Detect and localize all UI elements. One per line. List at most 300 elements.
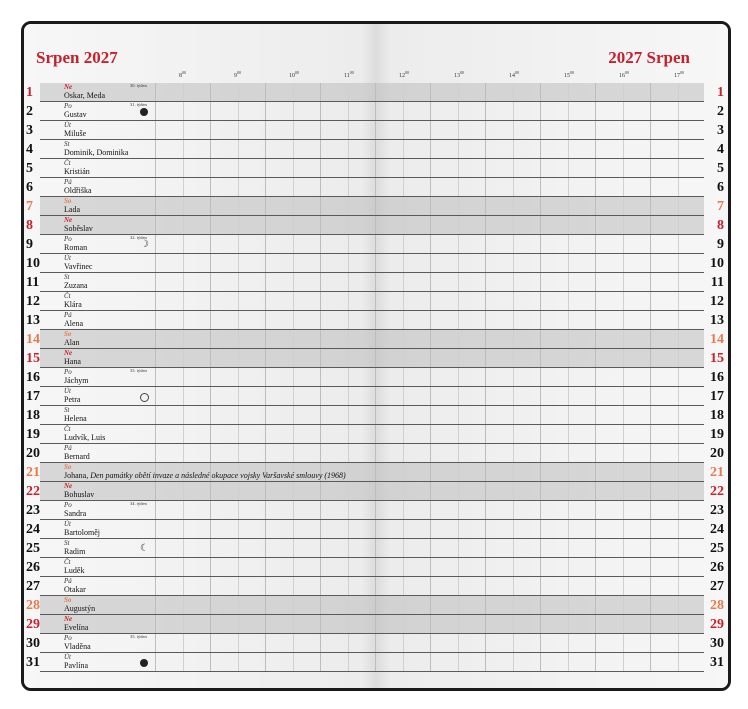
grid-line — [623, 444, 624, 462]
weekday-label: Pá — [64, 311, 72, 319]
grid-line — [430, 216, 431, 234]
grid-line — [403, 368, 404, 386]
grid-line — [513, 292, 514, 310]
grid-line — [430, 501, 431, 519]
day-number: 10 — [26, 256, 40, 271]
grid-line — [540, 349, 541, 367]
grid-line — [595, 292, 596, 310]
grid-line — [210, 292, 211, 310]
grid-line — [485, 330, 486, 348]
grid-line — [293, 273, 294, 291]
grid-line — [540, 197, 541, 215]
grid-line — [678, 482, 679, 500]
grid-line — [430, 235, 431, 253]
grid-line — [540, 653, 541, 671]
grid-line — [293, 558, 294, 576]
day-row[interactable] — [26, 425, 724, 444]
grid-line — [678, 235, 679, 253]
grid-line — [540, 406, 541, 424]
weekday-label: Ne — [64, 216, 73, 224]
grid-line — [183, 178, 184, 196]
grid-line — [513, 577, 514, 595]
day-row[interactable] — [26, 159, 724, 178]
grid-line — [375, 406, 376, 424]
grid-line — [595, 520, 596, 538]
grid-line — [678, 349, 679, 367]
first-quarter-moon-icon: ☽ — [140, 239, 149, 250]
grid-line — [623, 83, 624, 101]
grid-line — [678, 159, 679, 177]
day-row[interactable] — [26, 121, 724, 140]
grid-line — [375, 330, 376, 348]
grid-line — [678, 558, 679, 576]
day-number-right: 14 — [710, 332, 724, 347]
grid-line — [155, 216, 156, 234]
day-number-right: 11 — [710, 275, 724, 290]
day-number-right: 25 — [710, 541, 724, 556]
grid-line — [650, 577, 651, 595]
grid-line — [513, 406, 514, 424]
grid-line — [623, 273, 624, 291]
grid-line — [320, 349, 321, 367]
grid-line — [485, 178, 486, 196]
grid-line — [348, 349, 349, 367]
grid-line — [210, 501, 211, 519]
grid-line — [513, 634, 514, 652]
name-day: Gustav — [64, 110, 87, 119]
grid-line — [650, 615, 651, 633]
grid-line — [458, 254, 459, 272]
grid-line — [375, 83, 376, 101]
day-row[interactable] — [26, 653, 724, 672]
day-number-right: 13 — [710, 313, 724, 328]
grid-line — [595, 216, 596, 234]
grid-line — [595, 558, 596, 576]
grid-line — [183, 273, 184, 291]
grid-line — [595, 368, 596, 386]
grid-line — [458, 577, 459, 595]
grid-line — [293, 140, 294, 158]
grid-line — [210, 197, 211, 215]
grid-line — [485, 102, 486, 120]
month-title-left: Srpen 2027 — [36, 48, 118, 67]
day-row[interactable] — [26, 577, 724, 596]
grid-line — [513, 121, 514, 139]
grid-line — [238, 425, 239, 443]
grid-line — [485, 83, 486, 101]
grid-line — [513, 254, 514, 272]
grid-line — [623, 349, 624, 367]
grid-line — [650, 558, 651, 576]
day-row[interactable] — [26, 444, 724, 463]
day-number-right: 1 — [717, 85, 724, 100]
grid-line — [430, 254, 431, 272]
grid-line — [348, 159, 349, 177]
day-number: 8 — [26, 218, 33, 233]
grid-line — [595, 121, 596, 139]
grid-line — [650, 539, 651, 557]
grid-line — [348, 368, 349, 386]
grid-line — [183, 501, 184, 519]
grid-line — [568, 501, 569, 519]
grid-line — [623, 254, 624, 272]
grid-line — [210, 83, 211, 101]
grid-line — [595, 102, 596, 120]
day-row[interactable] — [26, 501, 724, 520]
grid-line — [320, 121, 321, 139]
weekday-label: St — [64, 406, 70, 414]
grid-line — [623, 558, 624, 576]
hour-label-15: $15^{00}$ — [564, 70, 574, 79]
week-number: 30. týden — [130, 83, 147, 88]
grid-line — [458, 197, 459, 215]
grid-line — [568, 121, 569, 139]
weekday-label: Pá — [64, 178, 72, 186]
grid-line — [430, 444, 431, 462]
grid-line — [293, 102, 294, 120]
grid-line — [623, 121, 624, 139]
grid-line — [210, 254, 211, 272]
grid-line — [485, 482, 486, 500]
grid-line — [265, 83, 266, 101]
grid-line — [678, 102, 679, 120]
grid-line — [485, 254, 486, 272]
grid-line — [595, 254, 596, 272]
hour-label-11: $11^{00}$ — [344, 70, 354, 79]
grid-line — [430, 615, 431, 633]
day-row[interactable] — [26, 197, 724, 216]
grid-line — [678, 254, 679, 272]
grid-line — [155, 539, 156, 557]
grid-line — [595, 634, 596, 652]
weekday-label: Čt — [64, 425, 71, 433]
grid-line — [293, 159, 294, 177]
grid-line — [650, 254, 651, 272]
weekday-label: Út — [64, 653, 71, 661]
grid-line — [485, 121, 486, 139]
weekday-label: Ne — [64, 83, 73, 91]
grid-line — [458, 387, 459, 405]
grid-line — [293, 615, 294, 633]
name-day: Bohuslav — [64, 490, 95, 499]
grid-line — [430, 387, 431, 405]
grid-line — [485, 653, 486, 671]
grid-line — [155, 425, 156, 443]
grid-line — [375, 178, 376, 196]
grid-line — [265, 159, 266, 177]
grid-line — [595, 387, 596, 405]
grid-line — [238, 273, 239, 291]
grid-line — [430, 539, 431, 557]
grid-line — [430, 102, 431, 120]
grid-line — [678, 539, 679, 557]
grid-line — [568, 577, 569, 595]
day-row[interactable] — [26, 615, 724, 634]
grid-line — [265, 235, 266, 253]
grid-line — [485, 140, 486, 158]
grid-line — [623, 216, 624, 234]
weekday-label: Út — [64, 121, 71, 129]
weekday-label: St — [64, 273, 70, 281]
grid-line — [265, 140, 266, 158]
grid-line — [348, 197, 349, 215]
grid-line — [403, 482, 404, 500]
grid-line — [348, 254, 349, 272]
grid-line — [513, 425, 514, 443]
day-row[interactable] — [26, 368, 724, 387]
grid-line — [678, 197, 679, 215]
grid-line — [375, 596, 376, 614]
grid-line — [513, 83, 514, 101]
grid-line — [375, 121, 376, 139]
grid-line — [293, 121, 294, 139]
grid-line — [320, 501, 321, 519]
day-row[interactable] — [26, 273, 724, 292]
grid-line — [238, 83, 239, 101]
hour-label-16: $16^{00}$ — [619, 70, 629, 79]
grid-line — [650, 197, 651, 215]
grid-line — [650, 406, 651, 424]
grid-line — [623, 501, 624, 519]
name-day: Alan — [64, 338, 80, 347]
grid-line — [403, 254, 404, 272]
grid-line — [513, 197, 514, 215]
grid-line — [348, 615, 349, 633]
grid-line — [183, 596, 184, 614]
grid-line — [238, 121, 239, 139]
grid-line — [265, 634, 266, 652]
grid-line — [513, 273, 514, 291]
day-number-right: 23 — [710, 503, 724, 518]
grid-line — [568, 216, 569, 234]
last-quarter-moon-icon: ☾ — [140, 543, 149, 554]
grid-line — [210, 311, 211, 329]
grid-line — [458, 425, 459, 443]
day-row[interactable] — [26, 102, 724, 121]
weekday-label: So — [64, 330, 72, 338]
grid-line — [485, 596, 486, 614]
grid-line — [513, 520, 514, 538]
day-row[interactable] — [26, 140, 724, 159]
grid-line — [650, 83, 651, 101]
grid-line — [568, 83, 569, 101]
grid-line — [650, 102, 651, 120]
holiday-note: Den památky obětí invaze a následné okupace vojsky Varšavské smlouvy (1968) — [88, 471, 346, 480]
grid-line — [293, 444, 294, 462]
grid-line — [513, 235, 514, 253]
day-number-right: 19 — [710, 427, 724, 442]
grid-line — [623, 406, 624, 424]
grid-line — [540, 102, 541, 120]
day-number-right: 30 — [710, 636, 724, 651]
grid-line — [348, 83, 349, 101]
grid-line — [678, 444, 679, 462]
grid-line — [183, 368, 184, 386]
grid-line — [403, 406, 404, 424]
grid-line — [430, 406, 431, 424]
grid-line — [458, 615, 459, 633]
day-row[interactable] — [26, 406, 724, 425]
day-number: 12 — [26, 294, 40, 309]
grid-line — [650, 501, 651, 519]
grid-line — [650, 463, 651, 481]
grid-line — [430, 178, 431, 196]
day-number-right: 15 — [710, 351, 724, 366]
grid-line — [265, 349, 266, 367]
grid-line — [210, 387, 211, 405]
grid-line — [650, 653, 651, 671]
grid-line — [568, 482, 569, 500]
day-row[interactable] — [26, 311, 724, 330]
grid-line — [320, 520, 321, 538]
grid-line — [678, 273, 679, 291]
day-row[interactable] — [26, 254, 724, 273]
grid-line — [485, 634, 486, 652]
grid-line — [568, 330, 569, 348]
grid-line — [155, 558, 156, 576]
grid-line — [210, 178, 211, 196]
day-row[interactable] — [26, 349, 724, 368]
grid-line — [348, 653, 349, 671]
grid-line — [155, 596, 156, 614]
grid-line — [595, 178, 596, 196]
grid-line — [458, 121, 459, 139]
grid-line — [568, 102, 569, 120]
grid-line — [320, 634, 321, 652]
day-row[interactable] — [26, 178, 724, 197]
day-row[interactable] — [26, 539, 724, 558]
grid-line — [293, 520, 294, 538]
grid-line — [265, 558, 266, 576]
name-day: Lada — [64, 205, 80, 214]
grid-line — [678, 140, 679, 158]
grid-line — [183, 615, 184, 633]
grid-line — [375, 368, 376, 386]
grid-line — [485, 615, 486, 633]
day-row[interactable] — [26, 634, 724, 653]
grid-line — [623, 140, 624, 158]
day-number-right: 27 — [710, 579, 724, 594]
grid-line — [210, 520, 211, 538]
grid-line — [348, 102, 349, 120]
grid-line — [568, 653, 569, 671]
grid-line — [623, 425, 624, 443]
name-day: Soběslav — [64, 224, 93, 233]
grid-line — [320, 444, 321, 462]
name-day: Johana, Den památky obětí invaze a následné okupace vojsky Varšavské smlouvy (1968) — [64, 471, 346, 480]
grid-line — [320, 197, 321, 215]
weekday-label: Čt — [64, 292, 71, 300]
grid-line — [485, 273, 486, 291]
grid-line — [183, 653, 184, 671]
grid-line — [540, 596, 541, 614]
grid-line — [348, 501, 349, 519]
day-row[interactable] — [26, 596, 724, 615]
grid-line — [403, 596, 404, 614]
grid-line — [513, 444, 514, 462]
day-row[interactable] — [26, 520, 724, 539]
grid-line — [623, 577, 624, 595]
grid-line — [293, 83, 294, 101]
day-number: 29 — [26, 617, 40, 632]
day-row[interactable] — [26, 216, 724, 235]
grid-line — [430, 482, 431, 500]
name-day: Pavlína — [64, 661, 88, 670]
grid-line — [265, 615, 266, 633]
grid-line — [293, 254, 294, 272]
grid-line — [238, 615, 239, 633]
name-day: Ludvík, Luis — [64, 433, 106, 442]
grid-line — [375, 216, 376, 234]
day-number: 5 — [26, 161, 33, 176]
grid-line — [650, 444, 651, 462]
grid-line — [568, 368, 569, 386]
day-number: 21 — [26, 465, 40, 480]
grid-line — [320, 273, 321, 291]
day-row[interactable] — [26, 235, 724, 254]
grid-line — [265, 501, 266, 519]
grid-line — [183, 482, 184, 500]
grid-line — [595, 653, 596, 671]
grid-line — [623, 463, 624, 481]
grid-line — [265, 102, 266, 120]
grid-line — [678, 615, 679, 633]
grid-line — [458, 216, 459, 234]
grid-line — [238, 311, 239, 329]
grid-line — [348, 577, 349, 595]
day-row[interactable] — [26, 387, 724, 406]
grid-line — [623, 197, 624, 215]
grid-line — [293, 577, 294, 595]
grid-line — [430, 273, 431, 291]
grid-line — [403, 387, 404, 405]
day-number: 3 — [26, 123, 33, 138]
grid-line — [155, 121, 156, 139]
day-row[interactable] — [26, 482, 724, 501]
grid-line — [293, 406, 294, 424]
grid-line — [155, 349, 156, 367]
day-row[interactable] — [26, 83, 724, 102]
grid-line — [320, 102, 321, 120]
grid-line — [485, 349, 486, 367]
grid-line — [513, 330, 514, 348]
grid-line — [320, 235, 321, 253]
grid-line — [375, 577, 376, 595]
day-row[interactable] — [26, 330, 724, 349]
day-row[interactable] — [26, 558, 724, 577]
grid-line — [320, 178, 321, 196]
grid-line — [293, 368, 294, 386]
hour-label-13: $13^{00}$ — [454, 70, 464, 79]
day-row[interactable] — [26, 292, 724, 311]
grid-line — [238, 102, 239, 120]
grid-line — [595, 615, 596, 633]
grid-line — [513, 653, 514, 671]
grid-line — [595, 425, 596, 443]
grid-line — [623, 235, 624, 253]
grid-line — [623, 634, 624, 652]
grid-line — [155, 482, 156, 500]
grid-line — [403, 463, 404, 481]
grid-line — [513, 596, 514, 614]
grid-line — [650, 596, 651, 614]
grid-line — [623, 368, 624, 386]
day-number: 4 — [26, 142, 33, 157]
grid-line — [568, 558, 569, 576]
grid-line — [513, 387, 514, 405]
day-row[interactable] — [26, 463, 724, 482]
weekday-label: Pá — [64, 444, 72, 452]
